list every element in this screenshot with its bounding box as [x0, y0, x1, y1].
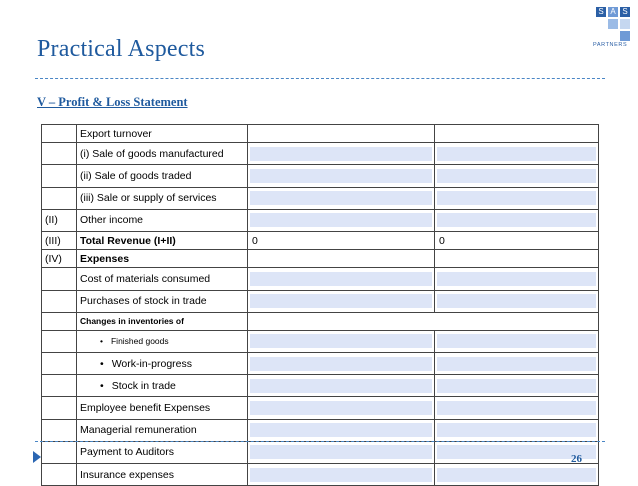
amount-input-current-year[interactable] — [248, 268, 435, 290]
logo-tile-blank3 — [620, 31, 630, 41]
row-label-text: Export turnover — [80, 127, 152, 140]
row-number — [42, 312, 77, 330]
row-label-text: Expenses — [80, 252, 130, 265]
footer-divider — [35, 441, 605, 442]
amount-input-previous-year[interactable] — [435, 464, 599, 486]
table-row — [42, 125, 599, 143]
amount-input-current-year[interactable] — [248, 330, 435, 352]
row-number — [42, 353, 77, 375]
input-field-fill[interactable] — [437, 401, 596, 415]
amount-input-previous-year[interactable] — [435, 419, 599, 441]
row-label — [77, 268, 248, 290]
input-field-fill[interactable] — [250, 272, 432, 286]
table-row — [42, 290, 599, 312]
row-label — [77, 419, 248, 441]
row-number: (IV) — [42, 250, 77, 268]
amount-input-previous-year[interactable] — [435, 209, 599, 231]
row-number — [42, 464, 77, 486]
logo-wordmark: PARTNERS — [593, 42, 628, 48]
table-row — [42, 353, 599, 375]
input-field-fill[interactable] — [437, 147, 596, 161]
row-label — [77, 231, 248, 249]
input-field-fill[interactable] — [437, 272, 596, 286]
logo-tile-s2: S — [620, 7, 630, 17]
input-field-fill[interactable] — [250, 423, 432, 437]
row-label — [77, 441, 248, 463]
table-row — [42, 330, 599, 352]
amount-input-current-year[interactable] — [248, 375, 435, 397]
input-field-fill[interactable] — [437, 213, 596, 227]
page-number: 26 — [571, 453, 582, 465]
row-label — [77, 209, 248, 231]
table-row — [42, 268, 599, 290]
row-label-text: Cost of materials consumed — [80, 272, 211, 285]
input-field-fill[interactable] — [437, 191, 596, 205]
logo-tile-s1: S — [596, 7, 606, 17]
row-number: (III) — [42, 231, 77, 249]
row-label-text: • Work-in-progress — [80, 358, 192, 370]
row-number — [42, 419, 77, 441]
row-label-text: Insurance expenses — [80, 468, 174, 481]
row-label-text: Changes in inventories of — [80, 316, 184, 327]
input-field-fill[interactable] — [250, 468, 432, 482]
amount-input-current-year[interactable] — [248, 165, 435, 187]
input-field-fill[interactable] — [437, 468, 596, 482]
row-number — [42, 268, 77, 290]
page-title: Practical Aspects — [37, 36, 206, 62]
amount-input-previous-year[interactable] — [435, 375, 599, 397]
amount-input-previous-year[interactable] — [435, 187, 599, 209]
row-number — [42, 143, 77, 165]
amount-input-current-year[interactable] — [248, 353, 435, 375]
table-row — [42, 187, 599, 209]
amount-input-current-year[interactable] — [248, 464, 435, 486]
logo-tile-a: A — [608, 7, 618, 17]
row-number — [42, 290, 77, 312]
table-row — [42, 419, 599, 441]
company-logo — [592, 4, 636, 50]
input-field-fill[interactable] — [437, 334, 596, 348]
amount-input-previous-year[interactable] — [435, 353, 599, 375]
amount-input-previous-year[interactable] — [435, 290, 599, 312]
amount-input-previous-year[interactable] — [435, 165, 599, 187]
table-row — [42, 375, 599, 397]
table-row — [42, 143, 599, 165]
amount-input-current-year[interactable] — [248, 397, 435, 419]
row-label — [77, 250, 248, 268]
row-label — [77, 125, 248, 143]
row-label — [77, 375, 248, 397]
input-field-fill[interactable] — [250, 169, 432, 183]
amount-input-current-year[interactable] — [248, 143, 435, 165]
input-field-fill[interactable] — [437, 423, 596, 437]
profit-loss-table — [41, 124, 599, 486]
amount-input-current-year[interactable] — [248, 441, 435, 463]
row-number — [42, 125, 77, 143]
input-field-fill[interactable] — [250, 191, 432, 205]
amount-input-previous-year[interactable] — [435, 268, 599, 290]
row-label — [77, 165, 248, 187]
empty-cell — [248, 125, 435, 143]
input-field-fill[interactable] — [437, 294, 596, 308]
input-field-fill[interactable] — [250, 445, 432, 459]
row-label-text: Purchases of stock in trade — [80, 295, 207, 308]
amount-value-previous-year: 0 — [435, 231, 599, 249]
table-row — [42, 209, 599, 231]
header-divider — [35, 78, 605, 79]
input-field-fill[interactable] — [437, 379, 596, 393]
row-number — [42, 397, 77, 419]
row-label-text: • Finished goods — [80, 336, 169, 346]
table-row — [42, 165, 599, 187]
row-label-text: (ii) Sale of goods traded — [80, 169, 192, 182]
row-label — [77, 312, 248, 330]
row-label-text: Employee benefit Expenses — [80, 402, 211, 415]
footer-arrow-icon — [33, 451, 41, 463]
input-field-fill[interactable] — [250, 147, 432, 161]
table-row — [42, 312, 599, 330]
row-label-text: (i) Sale of goods manufactured — [80, 147, 224, 160]
input-field-fill[interactable] — [250, 213, 432, 227]
table-row — [42, 464, 599, 486]
row-number — [42, 187, 77, 209]
amount-input-current-year[interactable] — [248, 209, 435, 231]
empty-cell — [248, 250, 435, 268]
logo-tile-blank2 — [620, 19, 630, 29]
table-row — [42, 441, 599, 463]
row-label — [77, 290, 248, 312]
row-label — [77, 353, 248, 375]
table-row — [42, 250, 599, 268]
row-label — [77, 187, 248, 209]
logo-tile-blank1 — [608, 19, 618, 29]
row-number — [42, 165, 77, 187]
row-number — [42, 375, 77, 397]
row-label — [77, 464, 248, 486]
row-label-text: • Stock in trade — [80, 380, 176, 392]
merged-empty-cell — [248, 312, 599, 330]
amount-input-previous-year[interactable] — [435, 330, 599, 352]
input-field-fill[interactable] — [250, 294, 432, 308]
row-label-text: Other income — [80, 214, 144, 227]
input-field-fill[interactable] — [250, 334, 432, 348]
row-number: (II) — [42, 209, 77, 231]
input-field-fill[interactable] — [250, 357, 432, 371]
row-label-text: (iii) Sale or supply of services — [80, 192, 217, 205]
input-field-fill[interactable] — [250, 379, 432, 393]
table-row — [42, 397, 599, 419]
row-label — [77, 397, 248, 419]
row-number — [42, 441, 77, 463]
input-field-fill[interactable] — [250, 401, 432, 415]
amount-input-previous-year[interactable] — [435, 397, 599, 419]
row-label-text: Payment to Auditors — [80, 446, 174, 459]
section-subtitle: V – Profit & Loss Statement — [37, 95, 188, 109]
amount-input-previous-year[interactable] — [435, 143, 599, 165]
row-label-text: Managerial remuneration — [80, 424, 197, 437]
amount-value-current-year: 0 — [248, 231, 435, 249]
empty-cell — [435, 125, 599, 143]
row-label — [77, 143, 248, 165]
amount-input-current-year[interactable] — [248, 419, 435, 441]
input-field-fill[interactable] — [437, 169, 596, 183]
row-number — [42, 330, 77, 352]
amount-input-current-year[interactable] — [248, 187, 435, 209]
empty-cell — [435, 250, 599, 268]
row-label — [77, 330, 248, 352]
table-row — [42, 231, 599, 249]
amount-input-current-year[interactable] — [248, 290, 435, 312]
row-label-text: Total Revenue (I+II) — [80, 234, 176, 247]
input-field-fill[interactable] — [437, 357, 596, 371]
